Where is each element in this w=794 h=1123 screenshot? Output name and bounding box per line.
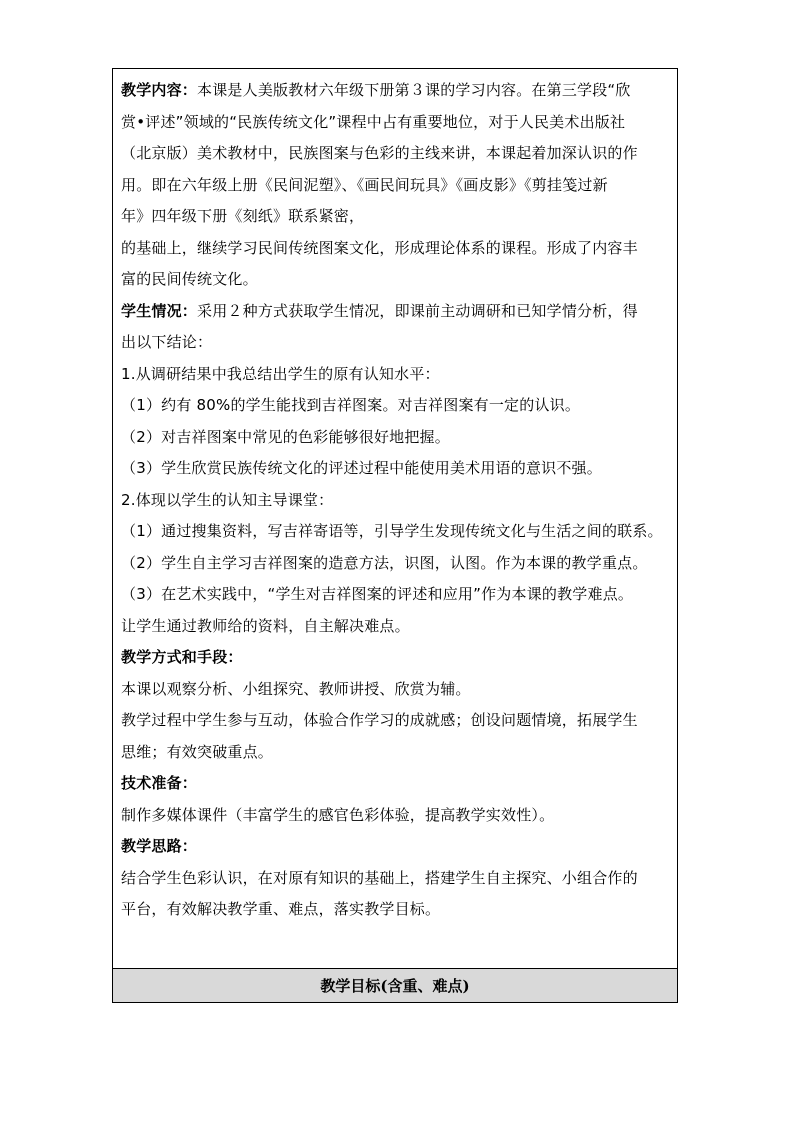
reflect-title: 2.体现以学生的认知主导课堂： (121, 490, 334, 509)
method-label: 教学方式和手段： (121, 648, 243, 666)
intro-line-7: 富的民间传统文化。 (121, 270, 258, 288)
intro-line-5: 年》四年级下册《刻纸》联系紧密， (121, 207, 365, 225)
student-line-2: 出以下结论： (121, 333, 213, 351)
intro-line-6: 的基础上，继续学习民间传统图案文化，形成理论体系的课程。形成了内容丰 (121, 238, 638, 257)
method-line: 思维；有效突破重点。 (121, 742, 274, 761)
findings-title: 1.从调研结果中我总结出学生的原有认知水平： (121, 364, 440, 383)
student-label: 学生情况： (121, 301, 198, 320)
method-line: 教学过程中学生参与互动，体验合作学习的成就感；创设问题情境，拓展学生 (121, 711, 638, 729)
intro-line-1: 教学内容：本课是人美版教材六年级下册第３课的学习内容。在第三学段“欣 (121, 81, 631, 99)
reflect-item: （3）在艺术实践中，“学生对吉祥图案的评述和应用”作为本课的教学难点。 (121, 585, 634, 603)
reflect-item: （1）通过搜集资料，写吉祥寄语等，引导学生发现传统文化与生活之间的联系。 (121, 522, 663, 540)
finding-item: （3）学生欣赏民族传统文化的评述过程中能使用美术用语的意识不强。 (121, 459, 602, 477)
intro-line-2: 赏•评述”领域的“民族传统文化”课程中占有重要地位，对于人民美术出版社 (121, 112, 626, 131)
content-cell (113, 69, 677, 969)
finding-item: （1）约有 80%的学生能找到吉祥图案。对吉祥图案有一定的认识。 (121, 396, 581, 414)
tech-line: 制作多媒体课件（丰富学生的感官色彩体验，提高教学实效性）。 (121, 805, 555, 824)
intro-line-3: （北京版）美术教材中，民族图案与色彩的主线来讲，本课起着加深认识的作 (121, 144, 638, 162)
idea-line: 平台，有效解决教学重、难点，落实教学目标。 (121, 900, 441, 918)
idea-label: 教学思路： (121, 837, 198, 855)
idea-line: 结合学生色彩认识，在对原有知识的基础上，搭建学生自主探究、小组合作的 (121, 868, 638, 887)
lesson-plan-table (112, 68, 678, 1003)
student-line-1: 学生情况：采用２种方式获取学生情况，即课前主动调研和已知学情分析，得 (121, 301, 638, 320)
intro-line-4: 用。即在六年级上册《民间泥塑》、《画民间玩具》《画皮影》《剪挂笺过新 (121, 175, 608, 194)
tech-label: 技术准备： (121, 774, 198, 792)
objectives-heading: 教学目标(含重、难点) (113, 969, 677, 1002)
finding-item: （2）对吉祥图案中常见的色彩能够很好地把握。 (121, 427, 450, 446)
reflect-item: 让学生通过教师给的资料，自主解决难点。 (121, 616, 410, 635)
intro-label: 教学内容： (121, 81, 198, 99)
method-line: 本课以观察分析、小组探究、教师讲授、欣赏为辅。 (121, 679, 471, 698)
reflect-item: （2）学生自主学习吉祥图案的造意方法，识图，认图。作为本课的教学重点。 (121, 553, 648, 572)
